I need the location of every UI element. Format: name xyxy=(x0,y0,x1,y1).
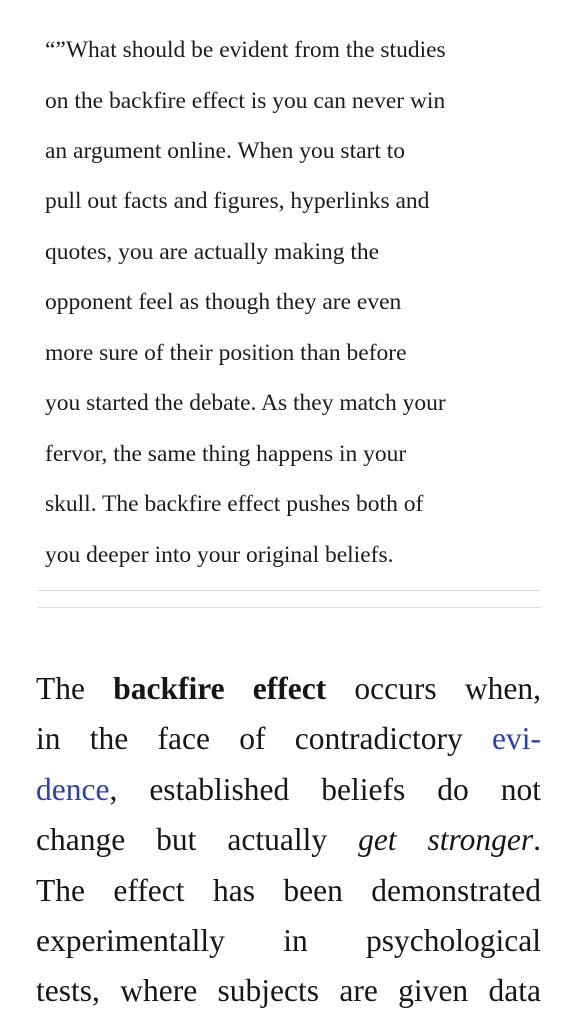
quote-line: fervor, the same thing happens in your xyxy=(45,441,407,467)
quote-line: “”What should be evident from the studies xyxy=(45,37,446,63)
article-line xyxy=(36,664,541,714)
quote-line: an argument online. When you start to xyxy=(45,138,406,164)
quote-line: skull. The backfire effect pushes both of xyxy=(45,491,424,517)
divider-top xyxy=(37,590,541,591)
article-text: The xyxy=(36,671,114,706)
article-line: The effect has been demonstrated xyxy=(36,872,541,908)
quote-line: opponent feel as though they are even xyxy=(45,289,402,315)
quote-line: on the backfire effect is you can never win xyxy=(45,88,446,114)
term-bold: backfire effect xyxy=(113,671,327,706)
evidence-link[interactable]: evi- xyxy=(492,721,541,757)
quote-line: quotes, you are actually making the xyxy=(45,239,380,265)
evidence-link-continued[interactable]: dence xyxy=(36,771,110,807)
article-paragraph xyxy=(36,664,541,1017)
article-line xyxy=(36,714,541,764)
article-text: . xyxy=(533,822,541,858)
article-text: in the face of contradictory xyxy=(36,721,493,757)
quote-line: pull out facts and figures, hyperlinks and xyxy=(45,188,430,214)
quote-line: you started the debate. As they match your xyxy=(45,390,446,416)
article-text: change but actually xyxy=(36,822,359,858)
quote-line: more sure of their position than before xyxy=(45,340,407,366)
article-line xyxy=(36,765,541,815)
emphasis-italic: get stronger xyxy=(358,822,534,858)
article-line: experimentally in psychological xyxy=(36,922,541,958)
article-line xyxy=(36,815,541,865)
article-text: occurs when, xyxy=(326,671,541,706)
divider-bottom xyxy=(37,607,541,608)
article-text: , established beliefs do not xyxy=(109,771,541,807)
article-line: tests, where subjects are given data xyxy=(36,973,541,1009)
quote-line: you deeper into your original beliefs. xyxy=(45,542,394,568)
